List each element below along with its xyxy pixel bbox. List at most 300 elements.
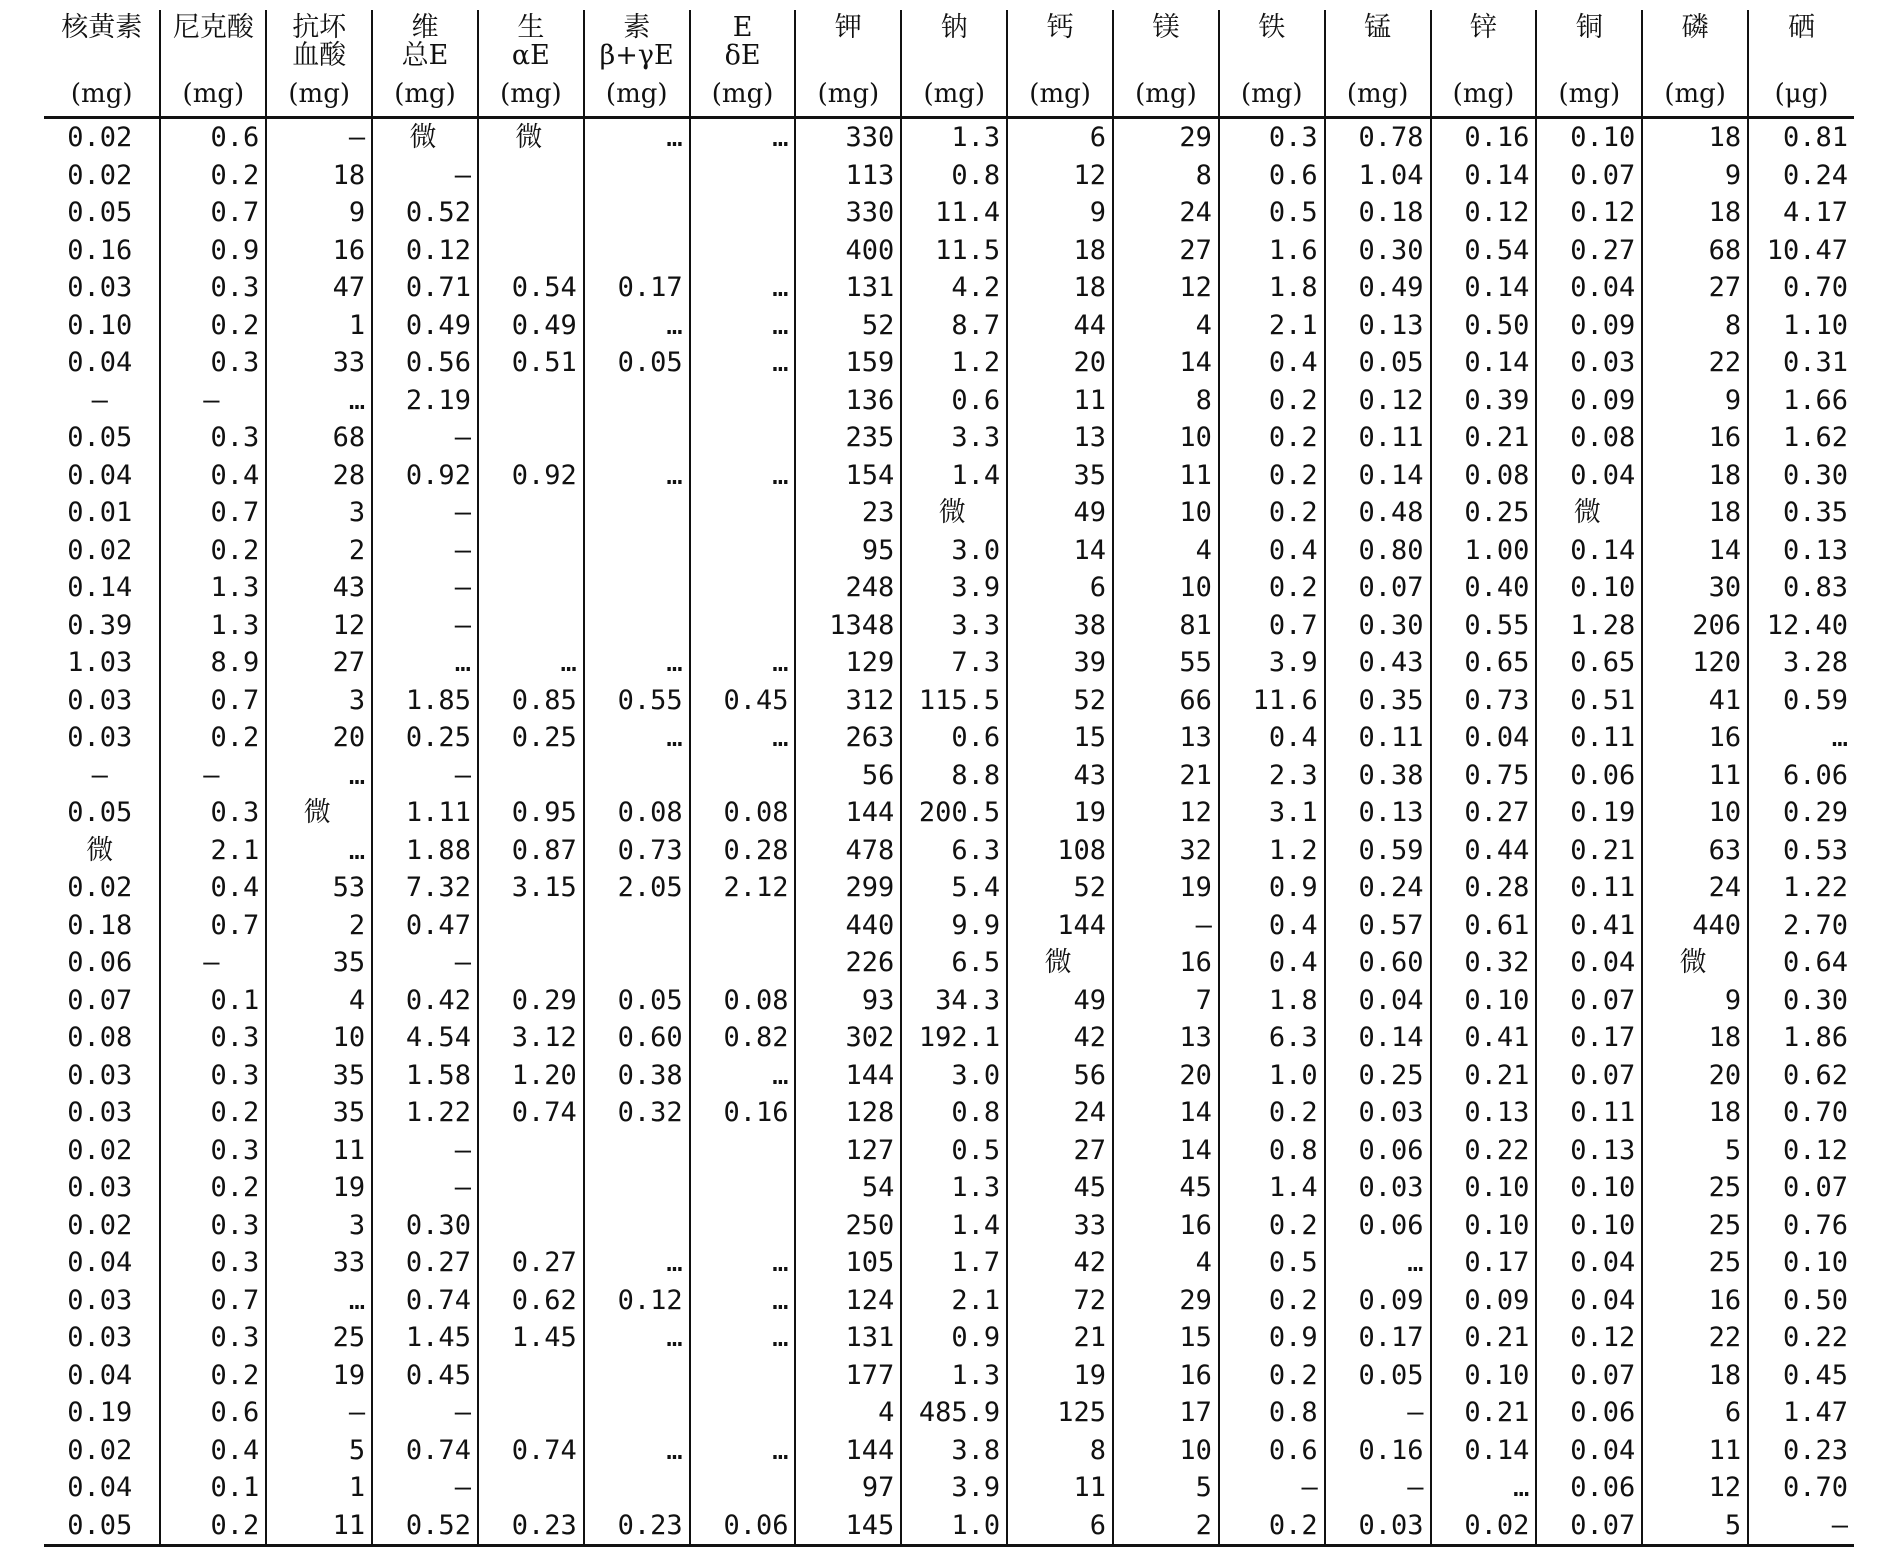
table-cell: 0.27 bbox=[1536, 232, 1642, 270]
table-cell: 0.2 bbox=[1219, 1507, 1325, 1546]
table-cell: 0.45 bbox=[372, 1357, 478, 1395]
table-cell: 0.09 bbox=[1431, 1282, 1537, 1320]
table-cell: 0.04 bbox=[1431, 719, 1537, 757]
table-cell: 12 bbox=[266, 607, 372, 645]
table-cell: … bbox=[584, 307, 690, 345]
table-cell: 0.4 bbox=[1219, 944, 1325, 982]
table-cell: 131 bbox=[795, 269, 901, 307]
table-cell: 1.3 bbox=[160, 569, 266, 607]
table-cell: 10 bbox=[1113, 419, 1219, 457]
table-cell bbox=[690, 157, 796, 195]
table-cell: 0.12 bbox=[1536, 194, 1642, 232]
table-cell: — bbox=[372, 1132, 478, 1170]
table-cell: 2.70 bbox=[1748, 907, 1854, 945]
table-cell: 128 bbox=[795, 1094, 901, 1132]
table-cell: 0.04 bbox=[1536, 1432, 1642, 1470]
table-cell: 4 bbox=[795, 1394, 901, 1432]
table-cell: 1.2 bbox=[901, 344, 1007, 382]
table-cell: 0.43 bbox=[1325, 644, 1431, 682]
table-cell: 0.3 bbox=[160, 1057, 266, 1095]
table-cell: 6 bbox=[1642, 1394, 1748, 1432]
column-header-name: 维 总E bbox=[401, 12, 449, 71]
table-row bbox=[44, 569, 1854, 607]
table-cell: 81 bbox=[1113, 607, 1219, 645]
table-cell: 0.54 bbox=[1431, 232, 1537, 270]
table-cell: 0.95 bbox=[478, 794, 584, 832]
table-cell: 0.07 bbox=[1536, 157, 1642, 195]
table-cell: 3 bbox=[266, 494, 372, 532]
table-cell: 0.04 bbox=[1536, 457, 1642, 495]
table-row bbox=[44, 1507, 1854, 1546]
table-cell: 0.01 bbox=[67, 497, 133, 529]
table-cell: 0.04 bbox=[67, 347, 133, 379]
table-cell: 17 bbox=[1113, 1394, 1219, 1432]
table-cell: 0.59 bbox=[1748, 682, 1854, 720]
table-cell: 0.47 bbox=[372, 907, 478, 945]
table-cell: 0.51 bbox=[1536, 682, 1642, 720]
table-cell: 0.05 bbox=[67, 197, 133, 229]
table-cell: 0.5 bbox=[1219, 194, 1325, 232]
table-cell: 0.3 bbox=[160, 1244, 266, 1282]
table-cell: … bbox=[690, 1319, 796, 1357]
table-cell: 1.03 bbox=[67, 647, 133, 679]
table-cell: 0.22 bbox=[1431, 1132, 1537, 1170]
table-cell: … bbox=[584, 457, 690, 495]
table-cell: — bbox=[372, 157, 478, 195]
table-cell: 0.04 bbox=[1325, 982, 1431, 1020]
table-cell: 0.52 bbox=[372, 194, 478, 232]
table-cell: — bbox=[1325, 1394, 1431, 1432]
table-cell: 45 bbox=[1007, 1169, 1113, 1207]
table-cell: 0.57 bbox=[1325, 907, 1431, 945]
table-cell: 0.39 bbox=[1431, 382, 1537, 420]
column-header-name: E δE bbox=[724, 12, 761, 71]
table-cell: 1.7 bbox=[901, 1244, 1007, 1282]
table-cell: 45 bbox=[1113, 1169, 1219, 1207]
table-cell bbox=[690, 944, 796, 982]
table-cell: 0.05 bbox=[584, 982, 690, 1020]
table-cell: 312 bbox=[795, 682, 901, 720]
table-cell: 440 bbox=[1642, 907, 1748, 945]
table-row bbox=[44, 719, 1854, 757]
table-cell: 0.30 bbox=[1325, 607, 1431, 645]
table-cell: 11.6 bbox=[1219, 682, 1325, 720]
table-cell: 微 bbox=[86, 834, 114, 866]
table-cell bbox=[478, 382, 584, 420]
table-cell: … bbox=[690, 1057, 796, 1095]
table-cell: 0.19 bbox=[1536, 794, 1642, 832]
table-cell: 0.3 bbox=[160, 344, 266, 382]
table-cell: 微 bbox=[1007, 944, 1113, 982]
table-cell: 0.03 bbox=[67, 1172, 133, 1204]
table-cell bbox=[584, 382, 690, 420]
table-cell: 440 bbox=[795, 907, 901, 945]
table-cell: 0.49 bbox=[372, 307, 478, 345]
table-cell: 485.9 bbox=[901, 1394, 1007, 1432]
table-cell: — bbox=[372, 419, 478, 457]
table-cell: 14 bbox=[1113, 1094, 1219, 1132]
table-cell: — bbox=[1113, 907, 1219, 945]
table-cell: 11 bbox=[1642, 757, 1748, 795]
table-cell: 11 bbox=[266, 1507, 372, 1546]
table-cell: 0.17 bbox=[1536, 1019, 1642, 1057]
table-cell: 23 bbox=[795, 494, 901, 532]
table-cell: — bbox=[266, 118, 372, 157]
table-cell bbox=[584, 944, 690, 982]
table-cell: 0.17 bbox=[584, 269, 690, 307]
table-cell: 18 bbox=[1642, 194, 1748, 232]
table-cell: … bbox=[690, 118, 796, 157]
table-cell bbox=[478, 1394, 584, 1432]
table-cell: 0.2 bbox=[160, 1169, 266, 1207]
table-cell: 0.04 bbox=[67, 459, 133, 491]
table-cell: 0.03 bbox=[1325, 1507, 1431, 1546]
table-cell: 18 bbox=[1642, 1357, 1748, 1395]
table-cell: 0.4 bbox=[160, 457, 266, 495]
table-cell: 0.07 bbox=[1536, 982, 1642, 1020]
table-row bbox=[44, 907, 1854, 945]
table-row bbox=[44, 307, 1854, 345]
table-cell: — bbox=[372, 1394, 478, 1432]
table-cell bbox=[584, 1169, 690, 1207]
table-cell: 0.82 bbox=[690, 1019, 796, 1057]
table-cell bbox=[584, 1469, 690, 1507]
table-cell: 33 bbox=[1007, 1207, 1113, 1245]
table-cell: 11 bbox=[1007, 1469, 1113, 1507]
table-cell bbox=[690, 382, 796, 420]
table-cell: 16 bbox=[1642, 419, 1748, 457]
table-cell: 0.22 bbox=[1748, 1319, 1854, 1357]
table-cell: 49 bbox=[1007, 982, 1113, 1020]
table-cell: — bbox=[1219, 1469, 1325, 1507]
table-cell bbox=[690, 1357, 796, 1395]
table-cell: 19 bbox=[266, 1169, 372, 1207]
table-cell: 0.21 bbox=[1431, 1319, 1537, 1357]
table-cell: 0.50 bbox=[1748, 1282, 1854, 1320]
table-cell: 0.11 bbox=[1536, 869, 1642, 907]
table-cell: 0.14 bbox=[67, 572, 133, 604]
table-cell: — bbox=[372, 532, 478, 570]
table-cell: 0.3 bbox=[160, 1019, 266, 1057]
table-cell: … bbox=[1748, 719, 1854, 757]
table-cell: 4 bbox=[266, 982, 372, 1020]
table-cell: 0.3 bbox=[160, 1132, 266, 1170]
table-cell: 0.05 bbox=[1325, 1357, 1431, 1395]
column-header-name: 钠 bbox=[940, 12, 968, 43]
table-cell: 2 bbox=[266, 907, 372, 945]
column-header bbox=[584, 10, 690, 118]
table-cell: … bbox=[584, 1244, 690, 1282]
table-cell: 0.85 bbox=[478, 682, 584, 720]
column-header-unit: (mg) bbox=[1664, 79, 1726, 109]
table-cell: 54 bbox=[795, 1169, 901, 1207]
table-cell: 14 bbox=[1113, 344, 1219, 382]
table-cell: 27 bbox=[1642, 269, 1748, 307]
table-cell: 2.1 bbox=[1219, 307, 1325, 345]
table-cell: 0.24 bbox=[1325, 869, 1431, 907]
table-cell: 25 bbox=[1642, 1169, 1748, 1207]
table-cell: 0.02 bbox=[67, 1209, 133, 1241]
table-cell: 0.10 bbox=[1536, 1169, 1642, 1207]
table-cell: 25 bbox=[266, 1319, 372, 1357]
table-cell: 1.85 bbox=[372, 682, 478, 720]
table-cell: 1.45 bbox=[478, 1319, 584, 1357]
table-cell: 0.27 bbox=[478, 1244, 584, 1282]
table-cell: 0.18 bbox=[67, 909, 133, 941]
table-cell: 0.40 bbox=[1431, 569, 1537, 607]
table-cell: … bbox=[372, 644, 478, 682]
table-cell: 35 bbox=[266, 944, 372, 982]
table-row bbox=[44, 944, 1854, 982]
table-cell: 0.7 bbox=[160, 907, 266, 945]
table-cell: 56 bbox=[1007, 1057, 1113, 1095]
table-cell: 4.17 bbox=[1748, 194, 1854, 232]
column-header bbox=[1431, 10, 1537, 118]
table-cell: 18 bbox=[1007, 269, 1113, 307]
table-cell: 41 bbox=[1642, 682, 1748, 720]
table-row bbox=[44, 1432, 1854, 1470]
table-cell: 38 bbox=[1007, 607, 1113, 645]
table-cell: — bbox=[91, 384, 108, 416]
table-cell bbox=[584, 907, 690, 945]
table-cell: 0.16 bbox=[1325, 1432, 1431, 1470]
table-cell: 1.0 bbox=[1219, 1057, 1325, 1095]
table-row bbox=[44, 1094, 1854, 1132]
table-cell: 0.45 bbox=[1748, 1357, 1854, 1395]
table-cell: 2.1 bbox=[901, 1282, 1007, 1320]
table-cell: 1.8 bbox=[1219, 269, 1325, 307]
table-cell: 9 bbox=[1642, 157, 1748, 195]
table-cell: 29 bbox=[1113, 1282, 1219, 1320]
table-cell: 0.2 bbox=[160, 307, 266, 345]
table-cell: 0.02 bbox=[67, 1134, 133, 1166]
nutrition-table bbox=[44, 10, 1854, 1547]
table-cell: 0.10 bbox=[1431, 1357, 1537, 1395]
table-cell: 16 bbox=[1113, 1207, 1219, 1245]
table-cell: 0.75 bbox=[1431, 757, 1537, 795]
table-cell bbox=[478, 494, 584, 532]
table-cell: 10 bbox=[1113, 1432, 1219, 1470]
table-cell: 1.3 bbox=[901, 1169, 1007, 1207]
table-cell: 0.23 bbox=[584, 1507, 690, 1546]
table-cell: 2.3 bbox=[1219, 757, 1325, 795]
table-row bbox=[44, 1057, 1854, 1095]
table-cell: 11.4 bbox=[901, 194, 1007, 232]
table-cell: 125 bbox=[1007, 1394, 1113, 1432]
column-header-unit: (mg) bbox=[1558, 79, 1621, 109]
table-row bbox=[44, 1319, 1854, 1357]
table-cell: 1.04 bbox=[1325, 157, 1431, 195]
table-row bbox=[44, 1469, 1854, 1507]
table-cell: 10 bbox=[266, 1019, 372, 1057]
table-cell: 3.0 bbox=[901, 1057, 1007, 1095]
table-cell: 微 bbox=[1642, 944, 1748, 982]
table-cell: 15 bbox=[1007, 719, 1113, 757]
table-cell: 0.32 bbox=[584, 1094, 690, 1132]
column-header bbox=[266, 10, 372, 118]
table-cell: 12 bbox=[1007, 157, 1113, 195]
table-cell: 0.02 bbox=[1431, 1507, 1537, 1546]
table-cell: 0.04 bbox=[1536, 1244, 1642, 1282]
table-cell: 0.08 bbox=[67, 1022, 133, 1054]
column-header bbox=[690, 10, 796, 118]
table-cell: 0.41 bbox=[1536, 907, 1642, 945]
table-cell: 10 bbox=[1113, 494, 1219, 532]
table-cell: 0.07 bbox=[67, 984, 133, 1016]
table-cell bbox=[478, 607, 584, 645]
table-cell: 3.9 bbox=[901, 1469, 1007, 1507]
table-cell: 30 bbox=[1642, 569, 1748, 607]
table-cell: 42 bbox=[1007, 1019, 1113, 1057]
table-cell: 19 bbox=[1007, 794, 1113, 832]
table-cell: 0.06 bbox=[1536, 1469, 1642, 1507]
table-cell: … bbox=[690, 344, 796, 382]
table-cell: 0.60 bbox=[584, 1019, 690, 1057]
table-cell: 72 bbox=[1007, 1282, 1113, 1320]
table-cell: 0.2 bbox=[160, 1507, 266, 1546]
table-row bbox=[44, 419, 1854, 457]
table-cell: 1.3 bbox=[901, 118, 1007, 157]
table-cell bbox=[584, 232, 690, 270]
table-cell: 35 bbox=[266, 1057, 372, 1095]
table-cell: — bbox=[266, 1394, 372, 1432]
table-cell: 0.10 bbox=[1431, 1207, 1537, 1245]
table-cell: 20 bbox=[266, 719, 372, 757]
table-cell: 0.14 bbox=[1431, 269, 1537, 307]
table-cell: 0.16 bbox=[67, 234, 133, 266]
table-cell: 0.03 bbox=[67, 272, 133, 304]
table-cell: 68 bbox=[266, 419, 372, 457]
table-cell: 13 bbox=[1007, 419, 1113, 457]
table-cell: 0.02 bbox=[67, 122, 133, 154]
column-header bbox=[1219, 10, 1325, 118]
table-cell: 105 bbox=[795, 1244, 901, 1282]
table-cell: 0.14 bbox=[1536, 532, 1642, 570]
table-cell: 3.8 bbox=[901, 1432, 1007, 1470]
table-cell: … bbox=[266, 382, 372, 420]
table-cell: 12 bbox=[1642, 1469, 1748, 1507]
table-cell: 6 bbox=[1007, 118, 1113, 157]
table-cell: 4 bbox=[1113, 1244, 1219, 1282]
table-cell: 0.14 bbox=[1325, 457, 1431, 495]
table-cell: 0.2 bbox=[1219, 1094, 1325, 1132]
table-cell: 18 bbox=[266, 157, 372, 195]
table-cell: 0.16 bbox=[690, 1094, 796, 1132]
table-cell: 3.28 bbox=[1748, 644, 1854, 682]
table-cell: 0.03 bbox=[67, 1284, 133, 1316]
table-cell bbox=[584, 1207, 690, 1245]
table-cell: 10 bbox=[1642, 794, 1748, 832]
table-cell: 0.51 bbox=[478, 344, 584, 382]
table-cell: — bbox=[160, 944, 266, 982]
table-row bbox=[44, 1169, 1854, 1207]
table-row bbox=[44, 1282, 1854, 1320]
table-cell: — bbox=[372, 607, 478, 645]
table-cell: 0.2 bbox=[1219, 1357, 1325, 1395]
table-cell: — bbox=[372, 1469, 478, 1507]
table-cell: 21 bbox=[1007, 1319, 1113, 1357]
table-cell: 0.38 bbox=[584, 1057, 690, 1095]
table-cell: 7.32 bbox=[372, 869, 478, 907]
table-cell: 0.02 bbox=[67, 159, 133, 191]
table-cell: 1.3 bbox=[160, 607, 266, 645]
table-cell: 0.9 bbox=[901, 1319, 1007, 1357]
table-cell: 0.23 bbox=[478, 1507, 584, 1546]
table-row bbox=[44, 869, 1854, 907]
table-cell: 95 bbox=[795, 532, 901, 570]
table-body bbox=[44, 118, 1854, 1546]
table-cell: 9 bbox=[1642, 982, 1748, 1020]
table-cell: 0.13 bbox=[1325, 307, 1431, 345]
table-cell: 微 bbox=[901, 494, 1007, 532]
table-cell: 330 bbox=[795, 194, 901, 232]
column-header bbox=[1642, 10, 1748, 118]
table-cell: 49 bbox=[1007, 494, 1113, 532]
table-cell: 微 bbox=[266, 794, 372, 832]
table-cell: 0.56 bbox=[372, 344, 478, 382]
table-cell: 0.4 bbox=[1219, 532, 1325, 570]
table-cell: 0.30 bbox=[372, 1207, 478, 1245]
table-cell: 18 bbox=[1007, 232, 1113, 270]
column-header bbox=[1007, 10, 1113, 118]
table-cell: 0.5 bbox=[901, 1132, 1007, 1170]
table-cell: 200.5 bbox=[901, 794, 1007, 832]
table-cell: 0.70 bbox=[1748, 1469, 1854, 1507]
table-cell: 0.05 bbox=[584, 344, 690, 382]
column-header-unit: (mg) bbox=[1346, 79, 1409, 109]
table-cell: 0.62 bbox=[1748, 1057, 1854, 1095]
table-cell: 0.3 bbox=[160, 1319, 266, 1357]
table-cell: 1.22 bbox=[372, 1094, 478, 1132]
table-cell: 0.12 bbox=[1748, 1132, 1854, 1170]
table-cell: 1.62 bbox=[1748, 419, 1854, 457]
table-cell: 93 bbox=[795, 982, 901, 1020]
table-cell: 0.59 bbox=[1325, 832, 1431, 870]
table-cell: 5 bbox=[1642, 1132, 1748, 1170]
table-cell: 145 bbox=[795, 1507, 901, 1546]
table-cell: 0.11 bbox=[1536, 1094, 1642, 1132]
table-row bbox=[44, 1132, 1854, 1170]
table-cell bbox=[478, 757, 584, 795]
table-cell bbox=[584, 757, 690, 795]
table-cell: … bbox=[1431, 1469, 1537, 1507]
table-cell: 0.30 bbox=[1748, 457, 1854, 495]
table-cell: 0.65 bbox=[1536, 644, 1642, 682]
table-row bbox=[44, 532, 1854, 570]
table-cell bbox=[584, 194, 690, 232]
table-cell: 0.21 bbox=[1431, 1057, 1537, 1095]
table-cell: 18 bbox=[1642, 1019, 1748, 1057]
table-cell: 0.25 bbox=[1431, 494, 1537, 532]
table-cell: … bbox=[690, 1432, 796, 1470]
column-header bbox=[160, 10, 266, 118]
table-cell: 16 bbox=[1642, 1282, 1748, 1320]
table-cell: 11 bbox=[1642, 1432, 1748, 1470]
table-cell: 0.7 bbox=[1219, 607, 1325, 645]
table-cell: 10.47 bbox=[1748, 232, 1854, 270]
table-cell: 0.14 bbox=[1431, 1432, 1537, 1470]
table-cell: … bbox=[584, 1319, 690, 1357]
table-cell: 16 bbox=[1113, 1357, 1219, 1395]
table-cell: 1.10 bbox=[1748, 307, 1854, 345]
table-cell: 250 bbox=[795, 1207, 901, 1245]
table-cell: 微 bbox=[372, 118, 478, 157]
table-cell: 8.8 bbox=[901, 757, 1007, 795]
table-cell: 0.55 bbox=[584, 682, 690, 720]
table-cell: 1 bbox=[266, 307, 372, 345]
table-cell: 43 bbox=[1007, 757, 1113, 795]
table-cell: 1348 bbox=[795, 607, 901, 645]
